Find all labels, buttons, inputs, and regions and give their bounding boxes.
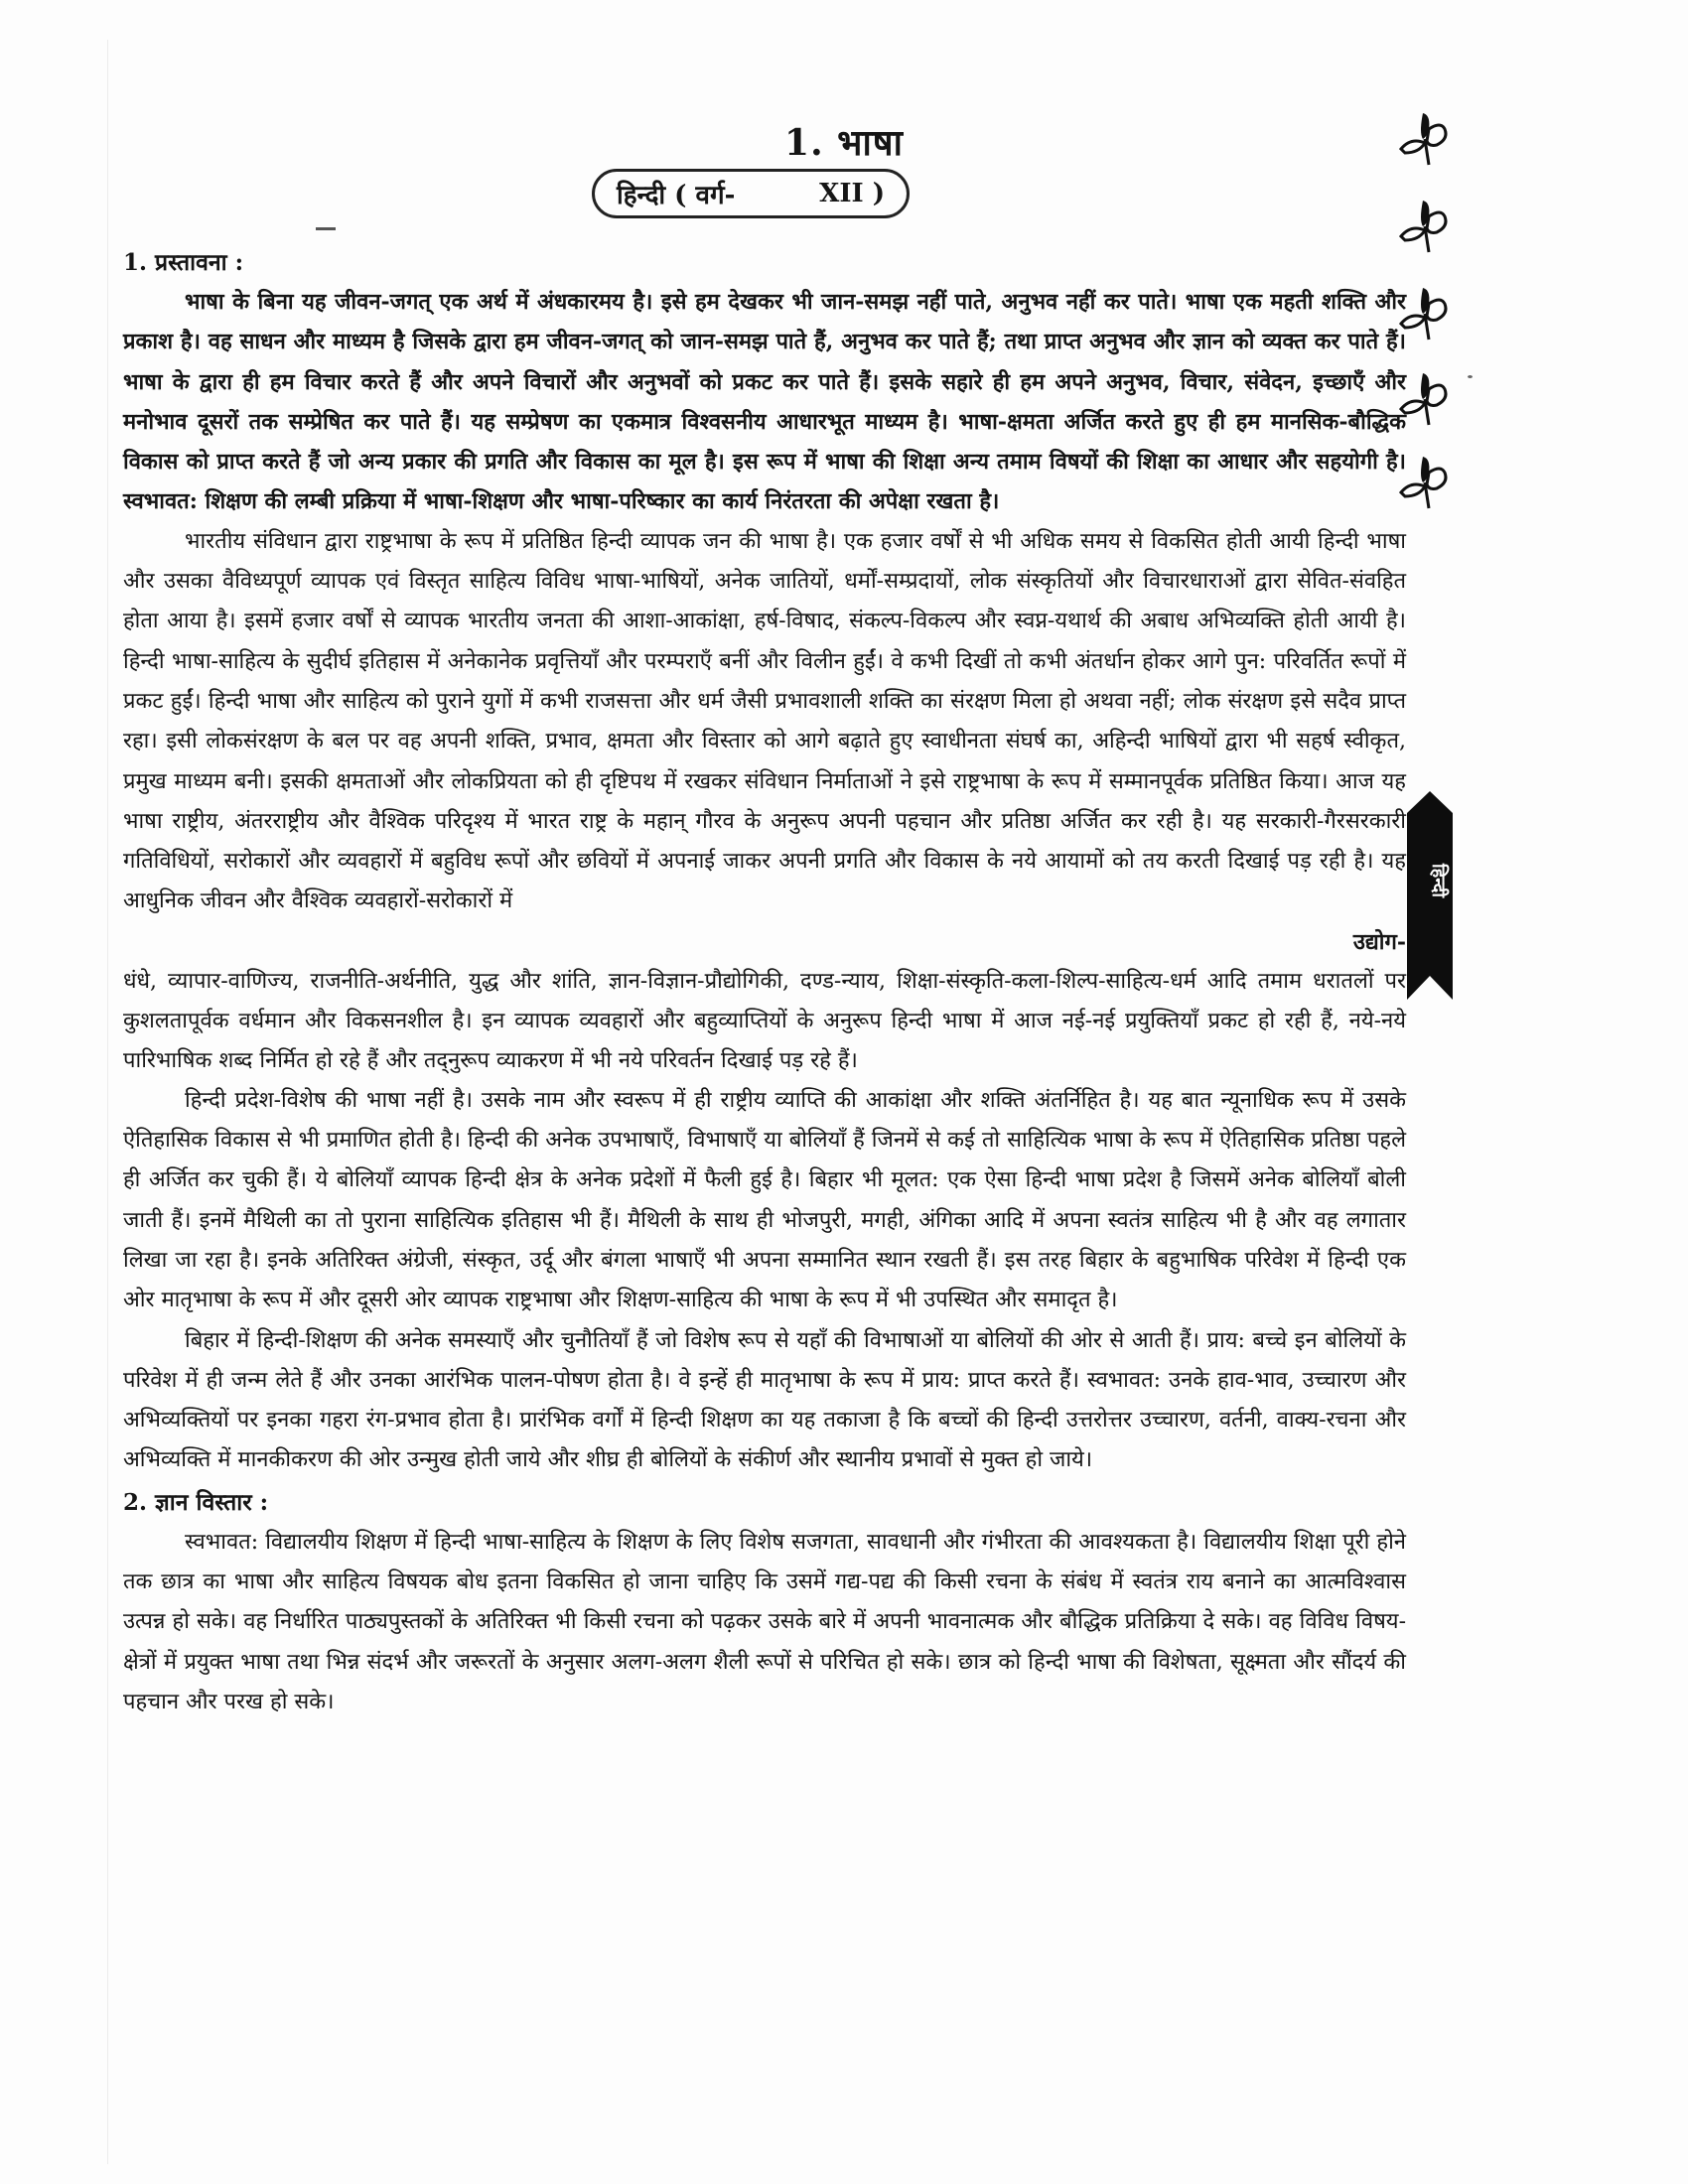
section-heading: 2. ज्ञान विस्तार : <box>123 1488 269 1516</box>
subject-class-box <box>592 169 910 218</box>
paragraph: हिन्दी प्रदेश-विशेष की भाषा नहीं है। उसके नाम और स्वरूप में ही राष्ट्रीय व्याप्ति की आकांक्षा और शक्ति अंतर्निहित है। यह बात न्यूनाधिक रूप में उसके ऐतिहासिक विकास से भी प्रमाणित होती है। हिन्दी की अनेक उपभाषाएँ, विभाषाएँ या बोलियाँ हैं जिनमें से कई तो साहित्यिक भाषा के रूप में ऐतिहासिक प्रतिष्ठा पहले ही अर्जित कर चुकी हैं। ये बोलियाँ व्यापक हिन्दी क्षेत्र के अनेक प्रदेशों में फैली हुई है। बिहार भी मूलत: एक ऐसा हिन्दी भाषा प्रदेश है जिसमें अनेक बोलियाँ बोली जाती हैं। इनमें मैथिली का तो पुराना साहित्यिक इतिहास भी हैं। मैथिली के साथ ही भोजपुरी, मगही, अंगिका आदि में अपना स्वतंत्र साहित्य भी है और वह लगातार लिखा जा रहा है। इनके अतिरिक्त अंग्रेजी, संस्कृत, उर्दू और बंगला भाषाएँ भी अपना सम्मानित स्थान रखती हैं। इस तरह बिहार के बहुभाषिक परिवेश में हिन्दी एक ओर मातृभाषा के रूप में और दूसरी ओर व्यापक राष्ट्रभाषा और शिक्षण-साहित्य की भाषा के रूप में भी उपस्थित और समादृत है। <box>123 1087 1406 1313</box>
paragraph: भाषा के बिना यह जीवन-जगत् एक अर्थ में अंधकारमय है। इसे हम देखकर भी जान-समझ नहीं पाते, अनुभव नहीं कर पाते। भाषा एक महती शक्ति और प्रकाश है। वह साधन और माध्यम है जिसके द्वारा हम जीवन-जगत् को जान-समझ पाते हैं, अनुभव कर पाते हैं; तथा प्राप्त अनुभव और ज्ञान को व्यक्त कर पाते हैं। भाषा के द्वारा ही हम विचार करते हैं और अपने विचारों और अनुभवों को प्रकट कर पाते हैं। इसके सहारे ही हम अपने अनुभव, विचार, संवेदन, इच्छाएँ और मनोभाव दूसरों तक सम्प्रेषित कर पाते हैं। यह सम्प्रेषण का एकमात्र विश्वसनीय आधारभूत माध्यम है। भाषा-क्षमता अर्जित करते हुए ही हम मानसिक-बौद्धिक विकास को प्राप्त करते हैं जो अन्य प्रकार की प्रगति और विकास का मूल है। इस रूप में भाषा की शिक्षा अन्य तमाम विषयों की शिक्षा का आधार और सहयोगी है। स्वभावत: शिक्षण की लम्बी प्रक्रिया में भाषा-शिक्षण और भाषा-परिष्कार का कार्य निरंतरता की अपेक्षा रखता है। <box>123 289 1406 515</box>
side-tab-label: हिन्दी <box>1428 864 1449 898</box>
paragraph: धंधे, व्यापार-वाणिज्य, राजनीति-अर्थनीति, युद्ध और शांति, ज्ञान-विज्ञान-प्रौद्योगिकी, दण्ड-न्याय, शिक्षा-संस्कृति-कला-शिल्प-साहित्य-धर्म आदि तमाम धरातलों पर कुशलतापूर्वक वर्धमान और विकसनशील है। इन व्यापक व्यवहारों और बहुव्याप्तियों के अनुरूप हिन्दी भाषा में आज नई-नई प्रयुक्तियाँ प्रकट हो रही हैं, नये-नये पारिभाषिक शब्द निर्मित हो रहे हैं और तद्नुरूप व्याकरण में भी नये परिवर्तन दिखाई पड़ रहे हैं। <box>123 968 1406 1073</box>
scan-mark <box>316 227 336 230</box>
page-margin-line <box>107 40 108 2164</box>
chapter-title: 1. भाषा <box>784 122 904 164</box>
paragraph: बिहार में हिन्दी-शिक्षण की अनेक समस्याएँ और चुनौतियाँ हैं जो विशेष रूप से यहाँ की विभाषाओं या बोलियों की ओर से आती हैं। प्राय: बच्चे इन बोलियों के परिवेश में ही जन्म लेते हैं और उनका आरंभिक पालन-पोषण होता है। वे इन्हें ही मातृभाषा के रूप में प्राय: प्राप्त करते हैं। स्वभावत: उनके हाव-भाव, उच्चारण और अभिव्यक्तियों पर इनका गहरा रंग-प्रभाव होता है। प्रारंभिक वर्गों में हिन्दी शिक्षण का यह तकाजा है कि बच्चों की हिन्दी उत्तरोत्तर उच्चारण, वर्तनी, वाक्य-रचना और अभिव्यक्ति में मानकीकरण की ओर उन्मुख होती जाये और शीघ्र ही बोलियों के संकीर्ण और स्थानीय प्रभावों से मुक्त हो जाये। <box>123 1327 1406 1473</box>
section-heading: 1. प्रस्तावना : <box>123 249 244 276</box>
class-label: XII ) <box>819 179 885 208</box>
scan-speck <box>1468 375 1473 378</box>
subject-label: हिन्दी ( वर्ग- <box>617 181 736 210</box>
hyphenated-word: उद्योग- <box>1352 928 1406 955</box>
flower-icon <box>1395 109 1455 167</box>
document-body <box>123 244 1406 1722</box>
paragraph: स्वभावत: विद्यालयीय शिक्षण में हिन्दी भाषा-साहित्य के शिक्षण के लिए विशेष सजगता, सावधानी और गंभीरता की आवश्यकता है। विद्यालयीय शिक्षा पूरी होने तक छात्र का भाषा और साहित्य विषयक बोध इतना विकसित हो जाना चाहिए कि उसमें गद्य-पद्य की किसी रचना के संबंध में स्वतंत्र राय बनाने का आत्मविश्वास उत्पन्न हो सके। वह निर्धारित पाठ्यपुस्तकों के अतिरिक्त भी किसी रचना को पढ़कर उसके बारे में अपनी भावनात्मक और बौद्धिक प्रतिक्रिया दे सके। वह विविध विषय-क्षेत्रों में प्रयुक्त भाषा तथा भिन्न संदर्भ और जरूरतों के अनुसार अलग-अलग शैली रूपों से परिचित हो सके। छात्र को हिन्दी भाषा की विशेषता, सूक्ष्मता और सौंदर्य की पहचान और परख हो सके। <box>123 1529 1406 1714</box>
paragraph: भारतीय संविधान द्वारा राष्ट्रभाषा के रूप में प्रतिष्ठित हिन्दी व्यापक जन की भाषा है। एक हजार वर्षों से भी अधिक समय से विकसित होती आयी हिन्दी भाषा और उसका वैविध्यपूर्ण व्यापक एवं विस्तृत साहित्य विविध भाषा-भाषियों, अनेक जातियों, धर्मों-सम्प्रदायों, लोक संस्कृतियों और विचारधाराओं द्वारा सेवित-संवहित होता आया है। इसमें हजार वर्षों से व्यापक भारतीय जनता की आशा-आकांक्षा, हर्ष-विषाद, संकल्प-विकल्प और स्वप्न-यथार्थ की अबाध अभिव्यक्ति होती आयी है। हिन्दी भाषा-साहित्य के सुदीर्घ इतिहास में अनेकानेक प्रवृत्तियाँ और परम्पराएँ बनीं और विलीन हुईं। वे कभी दिखीं तो कभी अंतर्धान होकर आगे पुन: परिवर्तित रूपों में प्रकट हुईं। हिन्दी भाषा और साहित्य को पुराने युगों में कभी राजसत्ता और धर्म जैसी प्रभावशाली शक्ति का संरक्षण मिला हो अथवा नहीं; लोक संरक्षण इसे सदैव प्राप्त रहा। इसी लोकसंरक्षण के बल पर वह अपनी शक्ति, प्रभाव, क्षमता और विस्तार को आगे बढ़ाते हुए स्वाधीनता संघर्ष का, अहिन्दी भाषियों द्वारा भी सहर्ष स्वीकृत, प्रमुख माध्यम बनी। इसकी क्षमताओं और लोकप्रियता को ही दृष्टिपथ में रखकर संविधान निर्माताओं ने इसे राष्ट्रभाषा के रूप में सम्मानपूर्वक प्रतिष्ठित किया। आज यह भाषा राष्ट्रीय, अंतरराष्ट्रीय और वैश्विक परिदृश्य में भारत राष्ट्र के महान् गौरव के अनुरूप अपनी पहचान और प्रतिष्ठा अर्जित कर रही है। यह सरकारी-गैरसरकारी गतिविधियों, सरोकारों और व्यवहारों में बहुविध रूपों और छवियों में अपनाई जाकर अपनी प्रगति और विकास के नये आयामों को तय करती दिखाई पड़ रही है। यह आधुनिक जीवन और वैश्विक व्यवहारों-सरोकारों में <box>123 528 1406 914</box>
